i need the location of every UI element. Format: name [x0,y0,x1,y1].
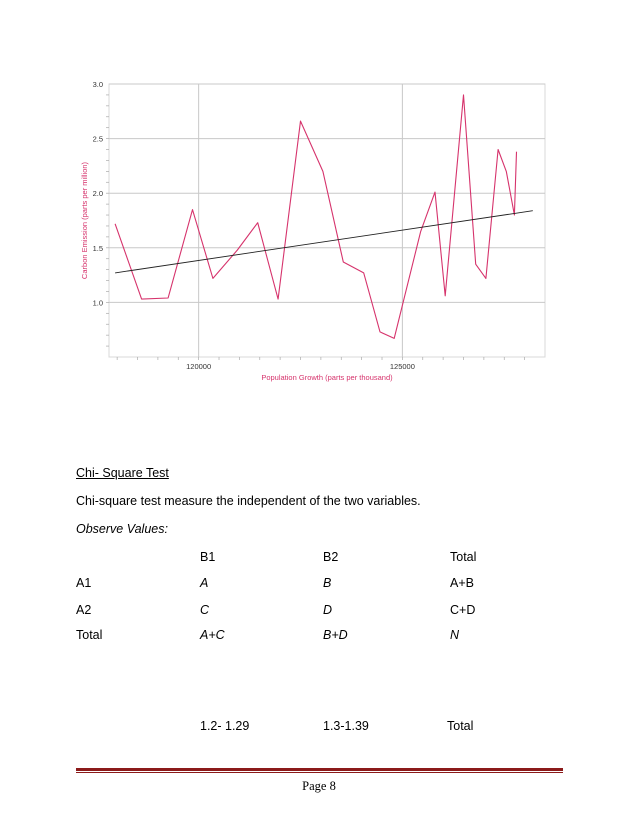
observe-values-label: Observe Values: [76,522,168,536]
table2-header-range2: 1.3-1.39 [323,719,369,733]
footer-rule-thick [76,768,563,771]
x-axis-label: Population Growth (parts per thousand) [261,373,393,382]
table1-cell: B [323,576,332,590]
chart-background [76,76,552,386]
table1-cell: B+D [323,628,348,642]
x-tick-label: 120000 [186,362,212,371]
y-axis-label: Carbon Emission (parts per million) [80,161,89,280]
table1-row-label: A1 [76,576,92,590]
table1-cell: C [200,603,210,617]
table1-cell: D [323,603,333,617]
table1-row-label: Total [76,628,103,642]
table1-header-total: Total [450,550,477,564]
table1-cell: A [200,576,209,590]
page-number: Page 8 [302,779,336,793]
table2-header-total: Total [447,719,474,733]
table1-cell: A+B [450,576,474,590]
x-tick-label: 125000 [389,362,415,371]
y-tick-label: 2.0 [92,189,103,199]
y-tick-label: 3.0 [92,80,103,89]
table1-cell: N [450,628,460,642]
footer-rule-thin [76,772,563,773]
y-tick-label: 2.5 [92,134,103,144]
table1-row-label: A2 [76,603,92,617]
table2-header-range1: 1.2- 1.29 [200,719,250,733]
description-text: Chi-square test measure the independent of the two variables. [76,494,421,508]
section-heading: Chi- Square Test [76,466,169,480]
carbon-emission-chart [76,76,552,386]
table1-header-b2: B2 [323,550,339,564]
y-tick-label: 1.5 [92,243,103,253]
table1-header-b1: B1 [200,550,216,564]
y-tick-label: 1.0 [92,298,103,308]
table1-cell: C+D [450,603,476,617]
table1-cell: A+C [200,628,225,642]
